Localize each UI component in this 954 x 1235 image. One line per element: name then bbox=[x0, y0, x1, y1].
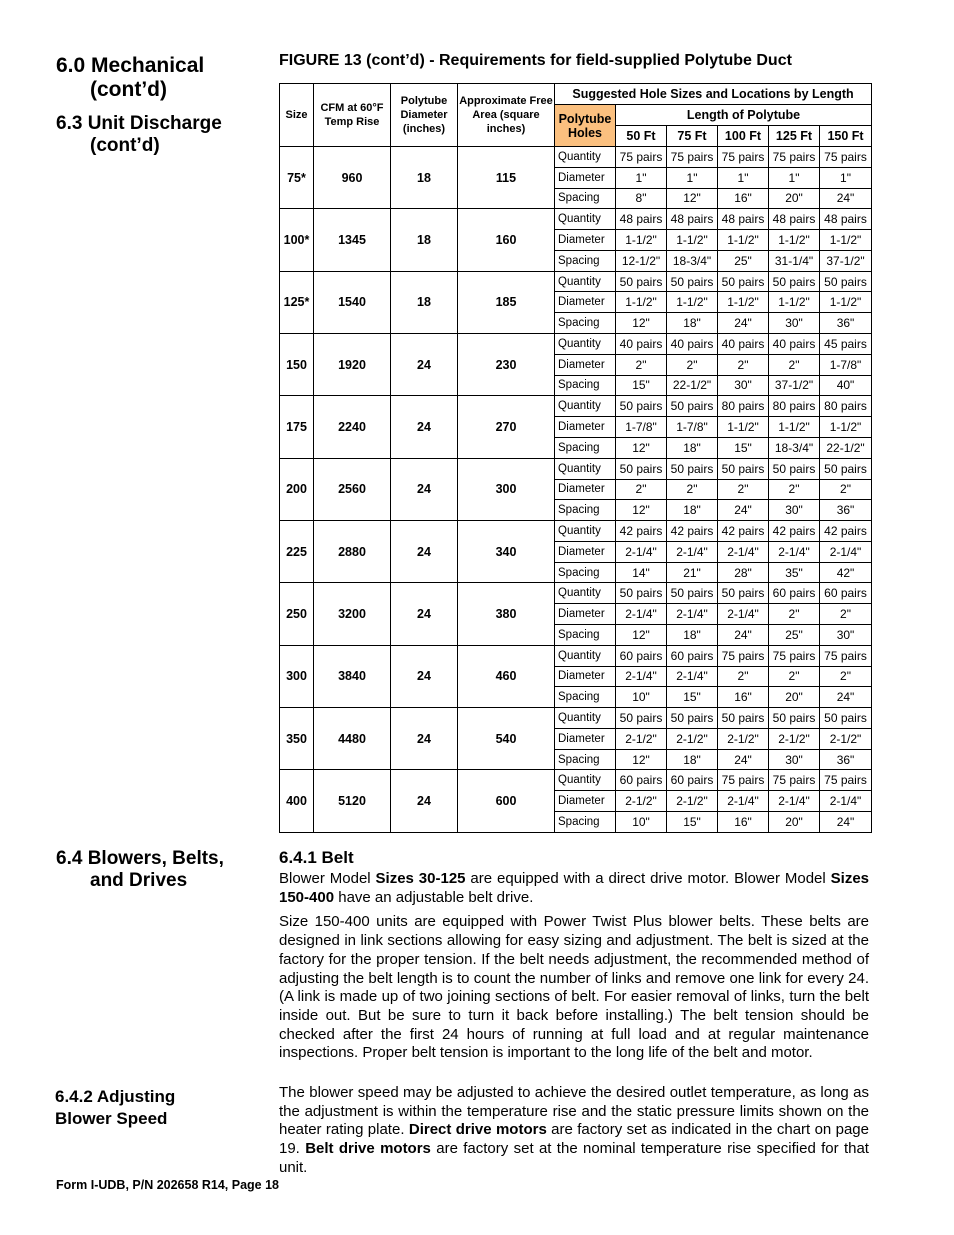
row-label-quantity: Quantity bbox=[555, 521, 616, 542]
belt-p1-bold-sizes-small: Sizes 30-125 bbox=[375, 870, 466, 887]
diameter-value-cell: 1-1/2" bbox=[667, 230, 718, 251]
quantity-value-cell: 60 pairs bbox=[616, 645, 667, 666]
heading-unit-discharge bbox=[56, 113, 222, 157]
polytube-diameter-cell: 18 bbox=[391, 147, 458, 209]
table-row bbox=[280, 209, 872, 230]
diameter-value-cell: 2-1/4" bbox=[616, 541, 667, 562]
quantity-value-cell: 80 pairs bbox=[820, 396, 872, 417]
diameter-value-cell: 1" bbox=[718, 167, 769, 188]
polytube-table bbox=[279, 83, 872, 833]
table-row bbox=[280, 645, 872, 666]
heading-blowers bbox=[56, 848, 224, 892]
adjust-text-e: are factory set at the nominal temperature rise specified for that unit. bbox=[279, 1140, 869, 1176]
spacing-value-cell: 18" bbox=[667, 437, 718, 458]
quantity-value-cell: 60 pairs bbox=[667, 645, 718, 666]
table-row bbox=[280, 334, 872, 355]
diameter-value-cell: 1-1/2" bbox=[718, 417, 769, 438]
diameter-value-cell: 2-1/4" bbox=[718, 604, 769, 625]
cfm-cell: 3200 bbox=[314, 583, 391, 645]
quantity-value-cell: 50 pairs bbox=[616, 708, 667, 729]
quantity-value-cell: 50 pairs bbox=[718, 458, 769, 479]
spacing-value-cell: 18" bbox=[667, 313, 718, 334]
spacing-value-cell: 36" bbox=[820, 749, 872, 770]
header-length-50: 50 Ft bbox=[616, 126, 667, 147]
heading-blowers-line1: 6.4 Blowers, Belts, bbox=[56, 848, 224, 869]
spacing-value-cell: 24" bbox=[820, 687, 872, 708]
quantity-value-cell: 48 pairs bbox=[820, 209, 872, 230]
spacing-value-cell: 24" bbox=[718, 749, 769, 770]
row-label-spacing: Spacing bbox=[555, 188, 616, 209]
quantity-value-cell: 48 pairs bbox=[769, 209, 820, 230]
quantity-value-cell: 42 pairs bbox=[616, 521, 667, 542]
table-row bbox=[280, 147, 872, 168]
quantity-value-cell: 75 pairs bbox=[718, 645, 769, 666]
table-row bbox=[280, 770, 872, 791]
quantity-value-cell: 50 pairs bbox=[769, 458, 820, 479]
row-label-spacing: Spacing bbox=[555, 562, 616, 583]
spacing-value-cell: 16" bbox=[718, 812, 769, 833]
spacing-value-cell: 31-1/4" bbox=[769, 250, 820, 271]
polytube-diameter-cell: 24 bbox=[391, 645, 458, 707]
belt-p1-bold-sizes-large: Sizes 150-400 bbox=[279, 870, 869, 906]
spacing-value-cell: 37-1/2" bbox=[820, 250, 872, 271]
quantity-value-cell: 50 pairs bbox=[769, 271, 820, 292]
spacing-value-cell: 25" bbox=[718, 250, 769, 271]
diameter-value-cell: 2-1/4" bbox=[667, 666, 718, 687]
diameter-value-cell: 2" bbox=[769, 479, 820, 500]
header-suggested: Suggested Hole Sizes and Locations by Length bbox=[555, 84, 872, 105]
cfm-cell: 4480 bbox=[314, 708, 391, 770]
size-cell: 400 bbox=[280, 770, 314, 833]
diameter-value-cell: 1-1/2" bbox=[820, 230, 872, 251]
diameter-value-cell: 2-1/2" bbox=[667, 791, 718, 812]
quantity-value-cell: 75 pairs bbox=[820, 645, 872, 666]
diameter-value-cell: 2" bbox=[616, 479, 667, 500]
belt-paragraph-1 bbox=[279, 870, 869, 907]
diameter-value-cell: 1-1/2" bbox=[820, 292, 872, 313]
quantity-value-cell: 80 pairs bbox=[769, 396, 820, 417]
row-label-diameter: Diameter bbox=[555, 167, 616, 188]
size-cell: 100* bbox=[280, 209, 314, 271]
quantity-value-cell: 60 pairs bbox=[667, 770, 718, 791]
spacing-value-cell: 20" bbox=[769, 687, 820, 708]
page-footer: Form I-UDB, P/N 202658 R14, Page 18 bbox=[56, 1178, 280, 1192]
diameter-value-cell: 1-1/2" bbox=[769, 417, 820, 438]
row-label-quantity: Quantity bbox=[555, 334, 616, 355]
belt-p1-text-c: are equipped with a direct drive motor. Blower Model bbox=[465, 870, 831, 887]
heading-mechanical-line1: 6.0 Mechanical bbox=[56, 54, 205, 77]
heading-adjusting-line2: Blower Speed bbox=[55, 1109, 168, 1128]
size-cell: 300 bbox=[280, 645, 314, 707]
diameter-value-cell: 2" bbox=[820, 666, 872, 687]
spacing-value-cell: 18-3/4" bbox=[667, 250, 718, 271]
row-label-spacing: Spacing bbox=[555, 500, 616, 521]
row-label-diameter: Diameter bbox=[555, 541, 616, 562]
header-length: Length of Polytube bbox=[616, 105, 872, 126]
row-label-quantity: Quantity bbox=[555, 583, 616, 604]
free-area-cell: 300 bbox=[458, 458, 555, 520]
spacing-value-cell: 12-1/2" bbox=[616, 250, 667, 271]
diameter-value-cell: 2-1/4" bbox=[616, 604, 667, 625]
free-area-cell: 185 bbox=[458, 271, 555, 333]
diameter-value-cell: 2" bbox=[667, 354, 718, 375]
row-label-diameter: Diameter bbox=[555, 791, 616, 812]
diameter-value-cell: 1-1/2" bbox=[667, 292, 718, 313]
diameter-value-cell: 2-1/2" bbox=[769, 728, 820, 749]
size-cell: 250 bbox=[280, 583, 314, 645]
quantity-value-cell: 42 pairs bbox=[667, 521, 718, 542]
diameter-value-cell: 2" bbox=[718, 479, 769, 500]
quantity-value-cell: 80 pairs bbox=[718, 396, 769, 417]
spacing-value-cell: 35" bbox=[769, 562, 820, 583]
row-label-diameter: Diameter bbox=[555, 728, 616, 749]
quantity-value-cell: 50 pairs bbox=[820, 271, 872, 292]
row-label-quantity: Quantity bbox=[555, 396, 616, 417]
diameter-value-cell: 2-1/2" bbox=[718, 728, 769, 749]
size-cell: 75* bbox=[280, 147, 314, 209]
spacing-value-cell: 24" bbox=[820, 188, 872, 209]
spacing-value-cell: 30" bbox=[769, 749, 820, 770]
diameter-value-cell: 2-1/4" bbox=[616, 666, 667, 687]
spacing-value-cell: 16" bbox=[718, 188, 769, 209]
spacing-value-cell: 42" bbox=[820, 562, 872, 583]
heading-adjusting-line1: 6.4.2 Adjusting bbox=[55, 1087, 176, 1106]
belt-p1-text-e: have an adjustable belt drive. bbox=[334, 888, 534, 906]
heading-adjusting bbox=[55, 1086, 175, 1130]
diameter-value-cell: 2" bbox=[769, 666, 820, 687]
heading-unit-discharge-line1: 6.3 Unit Discharge bbox=[56, 113, 222, 134]
quantity-value-cell: 75 pairs bbox=[718, 147, 769, 168]
diameter-value-cell: 1-1/2" bbox=[769, 292, 820, 313]
cfm-cell: 960 bbox=[314, 147, 391, 209]
polytube-diameter-cell: 24 bbox=[391, 521, 458, 583]
table-row bbox=[280, 521, 872, 542]
header-cfm: CFM at 60°F Temp Rise bbox=[314, 84, 391, 147]
heading-mechanical-line2: (cont’d) bbox=[90, 78, 167, 101]
spacing-value-cell: 18-3/4" bbox=[769, 437, 820, 458]
polytube-diameter-cell: 24 bbox=[391, 334, 458, 396]
cfm-cell: 1345 bbox=[314, 209, 391, 271]
quantity-value-cell: 48 pairs bbox=[667, 209, 718, 230]
diameter-value-cell: 2-1/2" bbox=[616, 728, 667, 749]
quantity-value-cell: 50 pairs bbox=[667, 458, 718, 479]
header-size: Size bbox=[280, 84, 314, 147]
polytube-diameter-cell: 18 bbox=[391, 271, 458, 333]
diameter-value-cell: 2" bbox=[820, 479, 872, 500]
spacing-value-cell: 12" bbox=[616, 624, 667, 645]
diameter-value-cell: 2-1/4" bbox=[820, 791, 872, 812]
quantity-value-cell: 50 pairs bbox=[769, 708, 820, 729]
adjust-section bbox=[279, 1084, 869, 1184]
quantity-value-cell: 75 pairs bbox=[769, 770, 820, 791]
quantity-value-cell: 75 pairs bbox=[769, 645, 820, 666]
spacing-value-cell: 12" bbox=[616, 749, 667, 770]
header-polytube-holes: Polytube Holes bbox=[555, 105, 616, 147]
spacing-value-cell: 24" bbox=[820, 812, 872, 833]
diameter-value-cell: 1" bbox=[667, 167, 718, 188]
diameter-value-cell: 2" bbox=[718, 354, 769, 375]
size-cell: 225 bbox=[280, 521, 314, 583]
row-label-quantity: Quantity bbox=[555, 147, 616, 168]
quantity-value-cell: 50 pairs bbox=[820, 458, 872, 479]
quantity-value-cell: 60 pairs bbox=[616, 770, 667, 791]
table-row bbox=[280, 271, 872, 292]
table-row bbox=[280, 583, 872, 604]
cfm-cell: 5120 bbox=[314, 770, 391, 833]
diameter-value-cell: 2-1/4" bbox=[667, 604, 718, 625]
polytube-diameter-cell: 18 bbox=[391, 209, 458, 271]
spacing-value-cell: 21" bbox=[667, 562, 718, 583]
cfm-cell: 3840 bbox=[314, 645, 391, 707]
quantity-value-cell: 75 pairs bbox=[820, 147, 872, 168]
diameter-value-cell: 1-1/2" bbox=[718, 292, 769, 313]
diameter-value-cell: 2-1/4" bbox=[718, 791, 769, 812]
row-label-diameter: Diameter bbox=[555, 292, 616, 313]
spacing-value-cell: 30" bbox=[820, 624, 872, 645]
diameter-value-cell: 1-1/2" bbox=[616, 292, 667, 313]
spacing-value-cell: 20" bbox=[769, 812, 820, 833]
figure-title: FIGURE 13 (cont’d) - Requirements for field-supplied Polytube Duct bbox=[279, 52, 792, 69]
spacing-value-cell: 12" bbox=[616, 313, 667, 334]
spacing-value-cell: 24" bbox=[718, 500, 769, 521]
header-length-125: 125 Ft bbox=[769, 126, 820, 147]
quantity-value-cell: 50 pairs bbox=[667, 396, 718, 417]
quantity-value-cell: 42 pairs bbox=[718, 521, 769, 542]
row-label-quantity: Quantity bbox=[555, 645, 616, 666]
polytube-diameter-cell: 24 bbox=[391, 458, 458, 520]
quantity-value-cell: 50 pairs bbox=[667, 583, 718, 604]
belt-p1-text-a: Blower Model bbox=[279, 870, 376, 887]
diameter-value-cell: 1-7/8" bbox=[820, 354, 872, 375]
quantity-value-cell: 50 pairs bbox=[820, 708, 872, 729]
diameter-value-cell: 2-1/4" bbox=[718, 541, 769, 562]
row-label-diameter: Diameter bbox=[555, 604, 616, 625]
row-label-spacing: Spacing bbox=[555, 437, 616, 458]
table-row bbox=[280, 708, 872, 729]
spacing-value-cell: 40" bbox=[820, 375, 872, 396]
header-length-100: 100 Ft bbox=[718, 126, 769, 147]
row-label-diameter: Diameter bbox=[555, 354, 616, 375]
free-area-cell: 600 bbox=[458, 770, 555, 833]
spacing-value-cell: 20" bbox=[769, 188, 820, 209]
diameter-value-cell: 2-1/4" bbox=[769, 791, 820, 812]
diameter-value-cell: 2" bbox=[820, 604, 872, 625]
diameter-value-cell: 2-1/2" bbox=[667, 728, 718, 749]
adjust-bold-belt: Belt drive motors bbox=[305, 1140, 431, 1158]
diameter-value-cell: 2" bbox=[769, 354, 820, 375]
diameter-value-cell: 1" bbox=[769, 167, 820, 188]
quantity-value-cell: 50 pairs bbox=[616, 271, 667, 292]
diameter-value-cell: 2" bbox=[718, 666, 769, 687]
quantity-value-cell: 48 pairs bbox=[616, 209, 667, 230]
diameter-value-cell: 1-7/8" bbox=[616, 417, 667, 438]
cfm-cell: 2560 bbox=[314, 458, 391, 520]
quantity-value-cell: 75 pairs bbox=[616, 147, 667, 168]
row-label-spacing: Spacing bbox=[555, 749, 616, 770]
free-area-cell: 160 bbox=[458, 209, 555, 271]
spacing-value-cell: 12" bbox=[667, 188, 718, 209]
spacing-value-cell: 15" bbox=[667, 812, 718, 833]
size-cell: 175 bbox=[280, 396, 314, 458]
quantity-value-cell: 50 pairs bbox=[718, 708, 769, 729]
header-length-150: 150 Ft bbox=[820, 126, 872, 147]
row-label-quantity: Quantity bbox=[555, 770, 616, 791]
diameter-value-cell: 2-1/2" bbox=[616, 791, 667, 812]
free-area-cell: 460 bbox=[458, 645, 555, 707]
row-label-spacing: Spacing bbox=[555, 313, 616, 334]
spacing-value-cell: 25" bbox=[769, 624, 820, 645]
size-cell: 125* bbox=[280, 271, 314, 333]
belt-paragraph-2: Size 150-400 units are equipped with Power Twist Plus blower belts. These belts are designed in link sections allowing for easy sizing and adjustment. The belt is sized at the factory for the proper tension. If the belt needs adjustment, the recommended method of adjusting the belt length is to count the number of links and remove one link for every 24. (A link is made up of two joining sections of belt. For easier removal of links, turn the belt inside out. But be sure to turn it back before installing.) The belt tension should be checked after the first 24 hours of running at full load and at regular maintenance inspections. Proper belt tension is important to the long life of the belt and motor. bbox=[279, 913, 869, 1062]
polytube-diameter-cell: 24 bbox=[391, 770, 458, 833]
header-length-75: 75 Ft bbox=[667, 126, 718, 147]
polytube-diameter-cell: 24 bbox=[391, 708, 458, 770]
adjust-text-c: are factory set as indicated in the chart on page 19. bbox=[279, 1121, 869, 1158]
header-free-area: Approximate Free Area (square inches) bbox=[458, 84, 555, 147]
quantity-value-cell: 50 pairs bbox=[718, 583, 769, 604]
diameter-value-cell: 1-1/2" bbox=[820, 417, 872, 438]
quantity-value-cell: 40 pairs bbox=[667, 334, 718, 355]
diameter-value-cell: 2" bbox=[667, 479, 718, 500]
row-label-spacing: Spacing bbox=[555, 250, 616, 271]
quantity-value-cell: 42 pairs bbox=[820, 521, 872, 542]
adjust-text-a: The blower speed may be adjusted to achieve the desired outlet temperature, as long as the adjustment is within the temperature rise and the static pressure limits shown on the heater rating plate. bbox=[279, 1084, 869, 1139]
diameter-value-cell: 2-1/4" bbox=[667, 541, 718, 562]
spacing-value-cell: 12" bbox=[616, 500, 667, 521]
row-label-spacing: Spacing bbox=[555, 375, 616, 396]
quantity-value-cell: 50 pairs bbox=[667, 708, 718, 729]
row-label-quantity: Quantity bbox=[555, 271, 616, 292]
polytube-diameter-cell: 24 bbox=[391, 583, 458, 645]
spacing-value-cell: 36" bbox=[820, 500, 872, 521]
diameter-value-cell: 2" bbox=[769, 604, 820, 625]
row-label-quantity: Quantity bbox=[555, 209, 616, 230]
free-area-cell: 340 bbox=[458, 521, 555, 583]
diameter-value-cell: 1-1/2" bbox=[718, 230, 769, 251]
spacing-value-cell: 14" bbox=[616, 562, 667, 583]
spacing-value-cell: 18" bbox=[667, 624, 718, 645]
spacing-value-cell: 30" bbox=[718, 375, 769, 396]
polytube-diameter-cell: 24 bbox=[391, 396, 458, 458]
size-cell: 150 bbox=[280, 334, 314, 396]
spacing-value-cell: 22-1/2" bbox=[820, 437, 872, 458]
row-label-quantity: Quantity bbox=[555, 458, 616, 479]
quantity-value-cell: 60 pairs bbox=[769, 583, 820, 604]
spacing-value-cell: 8" bbox=[616, 188, 667, 209]
quantity-value-cell: 45 pairs bbox=[820, 334, 872, 355]
free-area-cell: 230 bbox=[458, 334, 555, 396]
quantity-value-cell: 75 pairs bbox=[769, 147, 820, 168]
diameter-value-cell: 1-7/8" bbox=[667, 417, 718, 438]
free-area-cell: 380 bbox=[458, 583, 555, 645]
quantity-value-cell: 48 pairs bbox=[718, 209, 769, 230]
table-row bbox=[280, 458, 872, 479]
diameter-value-cell: 1-1/2" bbox=[769, 230, 820, 251]
free-area-cell: 115 bbox=[458, 147, 555, 209]
diameter-value-cell: 2" bbox=[616, 354, 667, 375]
heading-mechanical bbox=[56, 54, 204, 102]
spacing-value-cell: 37-1/2" bbox=[769, 375, 820, 396]
row-label-spacing: Spacing bbox=[555, 812, 616, 833]
spacing-value-cell: 28" bbox=[718, 562, 769, 583]
spacing-value-cell: 30" bbox=[769, 313, 820, 334]
free-area-cell: 270 bbox=[458, 396, 555, 458]
spacing-value-cell: 24" bbox=[718, 313, 769, 334]
belt-section bbox=[279, 870, 869, 1069]
quantity-value-cell: 50 pairs bbox=[616, 458, 667, 479]
spacing-value-cell: 18" bbox=[667, 500, 718, 521]
spacing-value-cell: 18" bbox=[667, 749, 718, 770]
diameter-value-cell: 1-1/2" bbox=[616, 230, 667, 251]
spacing-value-cell: 16" bbox=[718, 687, 769, 708]
spacing-value-cell: 24" bbox=[718, 624, 769, 645]
diameter-value-cell: 2-1/4" bbox=[820, 541, 872, 562]
table-row bbox=[280, 396, 872, 417]
quantity-value-cell: 50 pairs bbox=[667, 271, 718, 292]
row-label-diameter: Diameter bbox=[555, 666, 616, 687]
free-area-cell: 540 bbox=[458, 708, 555, 770]
diameter-value-cell: 1" bbox=[820, 167, 872, 188]
diameter-value-cell: 2-1/4" bbox=[769, 541, 820, 562]
diameter-value-cell: 1" bbox=[616, 167, 667, 188]
row-label-spacing: Spacing bbox=[555, 624, 616, 645]
size-cell: 350 bbox=[280, 708, 314, 770]
spacing-value-cell: 15" bbox=[718, 437, 769, 458]
row-label-diameter: Diameter bbox=[555, 417, 616, 438]
row-label-diameter: Diameter bbox=[555, 479, 616, 500]
spacing-value-cell: 22-1/2" bbox=[667, 375, 718, 396]
quantity-value-cell: 50 pairs bbox=[616, 396, 667, 417]
spacing-value-cell: 15" bbox=[616, 375, 667, 396]
heading-belt: 6.4.1 Belt bbox=[279, 848, 354, 867]
adjust-paragraph bbox=[279, 1084, 869, 1178]
quantity-value-cell: 40 pairs bbox=[616, 334, 667, 355]
quantity-value-cell: 50 pairs bbox=[718, 271, 769, 292]
heading-unit-discharge-line2: (cont’d) bbox=[90, 135, 160, 156]
cfm-cell: 2880 bbox=[314, 521, 391, 583]
quantity-value-cell: 50 pairs bbox=[616, 583, 667, 604]
row-label-quantity: Quantity bbox=[555, 708, 616, 729]
size-cell: 200 bbox=[280, 458, 314, 520]
quantity-value-cell: 75 pairs bbox=[820, 770, 872, 791]
spacing-value-cell: 10" bbox=[616, 812, 667, 833]
diameter-value-cell: 2-1/2" bbox=[820, 728, 872, 749]
quantity-value-cell: 75 pairs bbox=[667, 147, 718, 168]
cfm-cell: 1920 bbox=[314, 334, 391, 396]
spacing-value-cell: 15" bbox=[667, 687, 718, 708]
cfm-cell: 1540 bbox=[314, 271, 391, 333]
quantity-value-cell: 40 pairs bbox=[718, 334, 769, 355]
row-label-spacing: Spacing bbox=[555, 687, 616, 708]
quantity-value-cell: 60 pairs bbox=[820, 583, 872, 604]
header-diameter: Polytube Diameter (inches) bbox=[391, 84, 458, 147]
spacing-value-cell: 12" bbox=[616, 437, 667, 458]
heading-blowers-line2: and Drives bbox=[90, 870, 188, 891]
row-label-diameter: Diameter bbox=[555, 230, 616, 251]
spacing-value-cell: 36" bbox=[820, 313, 872, 334]
spacing-value-cell: 10" bbox=[616, 687, 667, 708]
quantity-value-cell: 40 pairs bbox=[769, 334, 820, 355]
cfm-cell: 2240 bbox=[314, 396, 391, 458]
adjust-bold-direct: Direct drive motors bbox=[408, 1121, 547, 1139]
spacing-value-cell: 30" bbox=[769, 500, 820, 521]
quantity-value-cell: 75 pairs bbox=[718, 770, 769, 791]
quantity-value-cell: 42 pairs bbox=[769, 521, 820, 542]
